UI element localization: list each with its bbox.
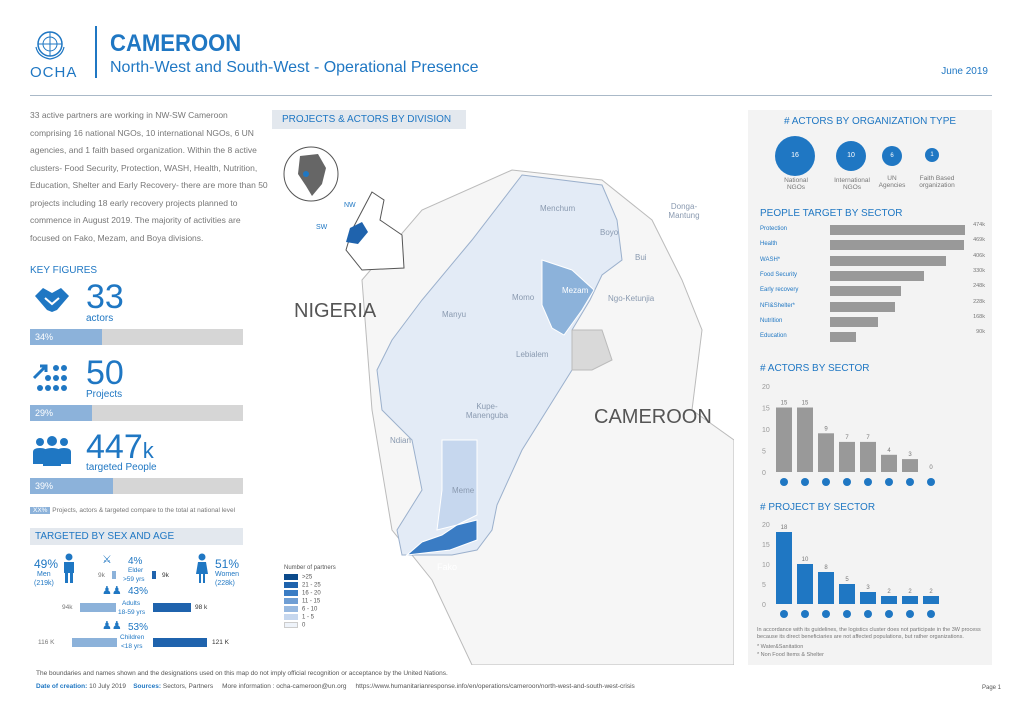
elder-right-value: 9k [162, 572, 169, 579]
bar-value-label: 0 [929, 465, 933, 471]
people-target-value: 474k [973, 222, 985, 228]
legend-item: 1 - 5 [284, 614, 336, 622]
note-text: Projects, actors & targeted compare to the total at national level [52, 507, 236, 514]
inset-sw-label: SW [316, 224, 328, 231]
creation-date: 10 July 2019 [89, 683, 126, 690]
org-international-label: International NGOs [834, 177, 870, 191]
sector-icon [906, 610, 914, 618]
inset-nw-label: NW [344, 202, 356, 209]
women-pct: 51% [215, 557, 240, 571]
people-target-row [760, 314, 985, 329]
bar-value-label: 5 [845, 577, 849, 583]
page-subtitle: North-West and South-West - Operational Presence [110, 59, 479, 76]
child-icon: ♟♟ [102, 620, 122, 632]
sector-icon [822, 610, 830, 618]
sector-icon [780, 610, 788, 618]
people-bar-fill: 39% [30, 478, 113, 494]
actors-label: actors [86, 313, 114, 324]
men-pct: 49% [34, 557, 59, 571]
people-target-label: Nutrition [760, 317, 783, 324]
people-target-bar [830, 240, 964, 250]
people-target-row [760, 329, 985, 344]
adult-left-value: 94k [62, 604, 73, 611]
men-label: Men [37, 571, 51, 578]
nfi-note: * Non Food Items & Shelter [757, 652, 824, 658]
people-number: 447 [86, 428, 143, 466]
division-label-lebialem: Lebialem [516, 350, 549, 359]
people-target-label: Education [760, 333, 787, 340]
key-figures-title: KEY FIGURES [30, 265, 98, 276]
child-left-value: 116 K [38, 639, 55, 646]
legend-item: 21 - 25 [284, 582, 336, 590]
sources-label: Sources: [133, 683, 162, 690]
bar-value-label: 3 [908, 452, 912, 459]
bar-value-label: 8 [824, 565, 828, 571]
key-figures-note [30, 507, 235, 514]
logistics-note: In accordance with its guidelines, the logistics cluster does not participate in the 3W process because its direct beneficiaries are not affected populations, but rather organizations. [757, 627, 981, 640]
people-target-label: NFI&Shelter* [760, 302, 796, 309]
bar [818, 433, 834, 472]
elder-left-value: 9k [98, 572, 105, 579]
bar-value-label: 10 [801, 557, 809, 563]
sector-icon [885, 478, 893, 486]
sector-icon [927, 610, 935, 618]
creation-label: Date of creation: [36, 683, 88, 690]
division-label-momo: Momo [512, 293, 535, 302]
men-value: (219k) [34, 580, 54, 587]
org-national-label: National NGOs [784, 177, 808, 191]
legend-item: 11 - 15 [284, 598, 336, 606]
org-international-circle: 10 [836, 141, 866, 171]
bar-value-label: 7 [866, 434, 870, 441]
y-tick-label: 15 [762, 542, 770, 549]
child-age: <18 yrs [121, 643, 143, 650]
y-tick-label: 0 [762, 470, 766, 477]
projects-bar [30, 405, 243, 421]
adult-right-value: 98 k [195, 604, 208, 611]
wash-note: * Water&Sanitation [757, 644, 804, 650]
people-target-bar [830, 332, 856, 342]
division-label-boyo: Boyo [600, 228, 619, 237]
people-target-title: PEOPLE TARGET BY SECTOR [760, 208, 903, 219]
child-right-value: 121 K [212, 639, 229, 646]
people-target-label: Early recovery [760, 287, 799, 294]
bar [902, 459, 918, 472]
page-title: CAMEROON [110, 30, 242, 57]
y-tick-label: 15 [762, 405, 770, 413]
sources-value: Sectors, Partners [162, 683, 214, 690]
people-target-row [760, 237, 985, 252]
people-target-label: WASH* [760, 256, 781, 263]
division-label-kupe-manenguba: Kupe-Manenguba [465, 402, 509, 420]
intro-text: 33 active partners are working in NW-SW Cameroon comprising 16 national NGOs, 10 international NGOs, 6 UN agencies, and 1 faith based organization. Within the 8 active clusters- Food Security, Protection, WASH, Health, Nutrition, Education, Shelter and Early Recovery- there are more than 50 projects including 18 early recovery projects planned to commence in August 2019. The majority of activities are focused on Fako, Mezam, and Boya divisions. [30, 110, 268, 243]
bar [797, 408, 813, 473]
bar-value-label: 3 [866, 585, 870, 591]
people-target-bar [830, 271, 924, 281]
nigeria-label: NIGERIA [294, 300, 377, 322]
bar [860, 442, 876, 472]
org-faith-label: Faith Based organization [919, 175, 955, 189]
y-tick-label: 0 [762, 602, 766, 609]
sex-age-header: TARGETED BY SEX AND AGE [30, 528, 243, 545]
people-target-row [760, 268, 985, 283]
project-sector-chart [760, 514, 985, 626]
legend-item: 0 [284, 622, 336, 630]
y-tick-label: 5 [762, 448, 766, 456]
people-target-value: 469k [973, 237, 985, 244]
division-label-menchum: Menchum [540, 204, 576, 213]
projects-icon [32, 360, 70, 401]
adult-pct: 43% [128, 586, 149, 597]
globe-icon [282, 144, 340, 204]
legend-item: 6 - 10 [284, 606, 336, 614]
elder-age: >59 yrs [123, 576, 145, 583]
people-target-chart [760, 222, 985, 346]
sector-icon [822, 478, 830, 486]
actors-value: 33 [86, 278, 124, 316]
child-label: Children [120, 634, 145, 641]
bar [776, 408, 792, 473]
y-tick-label: 20 [762, 522, 770, 529]
people-target-value: 330k [973, 267, 985, 274]
org-type-title: # ACTORS BY ORGANIZATION TYPE [783, 116, 957, 127]
bar-value-label: 9 [824, 426, 828, 433]
ocha-logo-text: OCHA [30, 64, 78, 81]
people-target-label: Health [760, 241, 778, 248]
bar-value-label: 15 [801, 400, 809, 407]
division-label-bui: Bui [635, 253, 647, 262]
people-target-value: 406k [973, 252, 985, 259]
bar [881, 596, 897, 604]
child-pct: 53% [128, 622, 149, 633]
bar-value-label: 4 [887, 447, 891, 454]
women-label: Women [215, 571, 239, 578]
org-un-label: UN Agencies [878, 175, 906, 189]
actors-bar-fill: 34% [30, 329, 102, 345]
elder-right-bar [152, 571, 156, 579]
org-faith-circle: 1 [925, 148, 939, 162]
bar [839, 584, 855, 604]
division-label-donga-mantung: Donga-Mantung [668, 202, 700, 220]
women-value: (228k) [215, 580, 235, 587]
map-legend [284, 565, 336, 630]
people-target-row [760, 253, 985, 268]
division-label-ngo-ketunjia: Ngo-Ketunjia [608, 294, 655, 303]
un-logo [33, 27, 67, 61]
bar-value-label: 2 [908, 589, 912, 595]
sector-icon [885, 610, 893, 618]
division-label-meme: Meme [452, 486, 475, 495]
people-target-row [760, 299, 985, 314]
people-target-bar [830, 317, 878, 327]
sector-icon [843, 610, 851, 618]
sector-icon [780, 478, 788, 486]
actors-bar [30, 329, 243, 345]
people-bar [30, 478, 243, 494]
division-label-mezam: Mezam [562, 286, 589, 295]
disclaimer: The boundaries and names shown and the designations used on this map do not imply official recognition or acceptance by the United Nations. [36, 670, 448, 677]
bar-value-label: 18 [780, 525, 788, 531]
sector-icon [801, 610, 809, 618]
bar [881, 455, 897, 472]
legend-title: Number of partners [284, 565, 336, 571]
people-target-label: Protection [760, 226, 788, 232]
elder-icon: ⚔ [102, 554, 112, 566]
elder-label: Elder [128, 567, 144, 574]
people-unit: k [142, 438, 154, 463]
bar [923, 596, 939, 604]
sector-icon [801, 478, 809, 486]
bar [860, 592, 876, 604]
project-sector-title: # PROJECT BY SECTOR [760, 502, 876, 513]
people-icon [32, 434, 72, 473]
people-target-bar [830, 302, 895, 312]
people-target-bar [830, 286, 901, 296]
sector-icon [864, 478, 872, 486]
org-national-circle: 16 [775, 136, 815, 176]
people-target-bar [830, 256, 946, 266]
bar [818, 572, 834, 604]
division-label-manyu: Manyu [442, 310, 467, 319]
bar-value-label: 2 [887, 589, 891, 595]
adult-label: Adults [122, 600, 141, 607]
adult-right-bar [153, 603, 191, 612]
org-un-circle: 6 [882, 146, 902, 166]
people-label: targeted People [86, 462, 157, 473]
actors-sector-title: # ACTORS BY SECTOR [760, 363, 870, 374]
projects-bar-fill: 29% [30, 405, 92, 421]
people-target-label: Food Security [760, 271, 798, 278]
bar [776, 532, 792, 604]
child-right-bar [153, 638, 207, 647]
child-left-bar [72, 638, 117, 647]
projects-value: 50 [86, 354, 124, 392]
projects-label: Projects [86, 389, 123, 400]
people-target-bar [830, 225, 965, 235]
y-tick-label: 10 [762, 427, 770, 434]
y-tick-label: 5 [762, 582, 766, 589]
people-target-row [760, 222, 985, 237]
people-target-row [760, 283, 985, 298]
footer-line [36, 683, 635, 690]
bar-value-label: 15 [780, 400, 788, 407]
adult-left-bar [80, 603, 116, 612]
cameroon-label: CAMEROON [594, 406, 712, 428]
bar [902, 596, 918, 604]
header-divider [95, 26, 97, 78]
adult-icon: ♟♟ [102, 585, 122, 597]
legend-item: 16 - 20 [284, 590, 336, 598]
source-url[interactable]: https://www.humanitarianresponse.info/en/operations/cameroon/north-west-and-south-west-crisis [355, 683, 635, 690]
page-number: Page 1 [982, 685, 1002, 691]
division-label-fako: Fako [437, 562, 458, 572]
people-target-value: 228k [973, 298, 985, 305]
adult-age: 18-59 yrs [118, 609, 146, 616]
sector-icon [927, 478, 935, 486]
people-target-value: 90k [976, 329, 985, 336]
contact[interactable]: More information : ocha-cameroon@un.org [222, 683, 347, 690]
women-icon [195, 553, 209, 588]
sector-icon [864, 610, 872, 618]
report-date: June 2019 [941, 66, 988, 77]
division-label-ndian: Ndian [390, 436, 411, 445]
note-swatch: XX% [30, 507, 50, 514]
elder-left-bar [112, 571, 116, 579]
actors-sector-chart [760, 376, 985, 494]
bar [839, 442, 855, 472]
bar-value-label: 7 [845, 434, 849, 441]
sector-icon [843, 478, 851, 486]
people-target-value: 168k [973, 313, 985, 320]
bar-value-label: 2 [929, 589, 933, 595]
sector-icon [906, 478, 914, 486]
map-title: PROJECTS & ACTORS BY DIVISION [272, 110, 466, 129]
y-tick-label: 20 [762, 384, 770, 391]
y-tick-label: 10 [762, 562, 770, 569]
legend-item: >25 [284, 574, 336, 582]
handshake-icon [33, 284, 71, 319]
elder-pct: 4% [128, 556, 143, 567]
men-icon [62, 553, 76, 588]
people-target-value: 248k [973, 283, 985, 290]
header-rule [30, 95, 992, 96]
map-panel[interactable] [272, 110, 734, 665]
bar [797, 564, 813, 604]
